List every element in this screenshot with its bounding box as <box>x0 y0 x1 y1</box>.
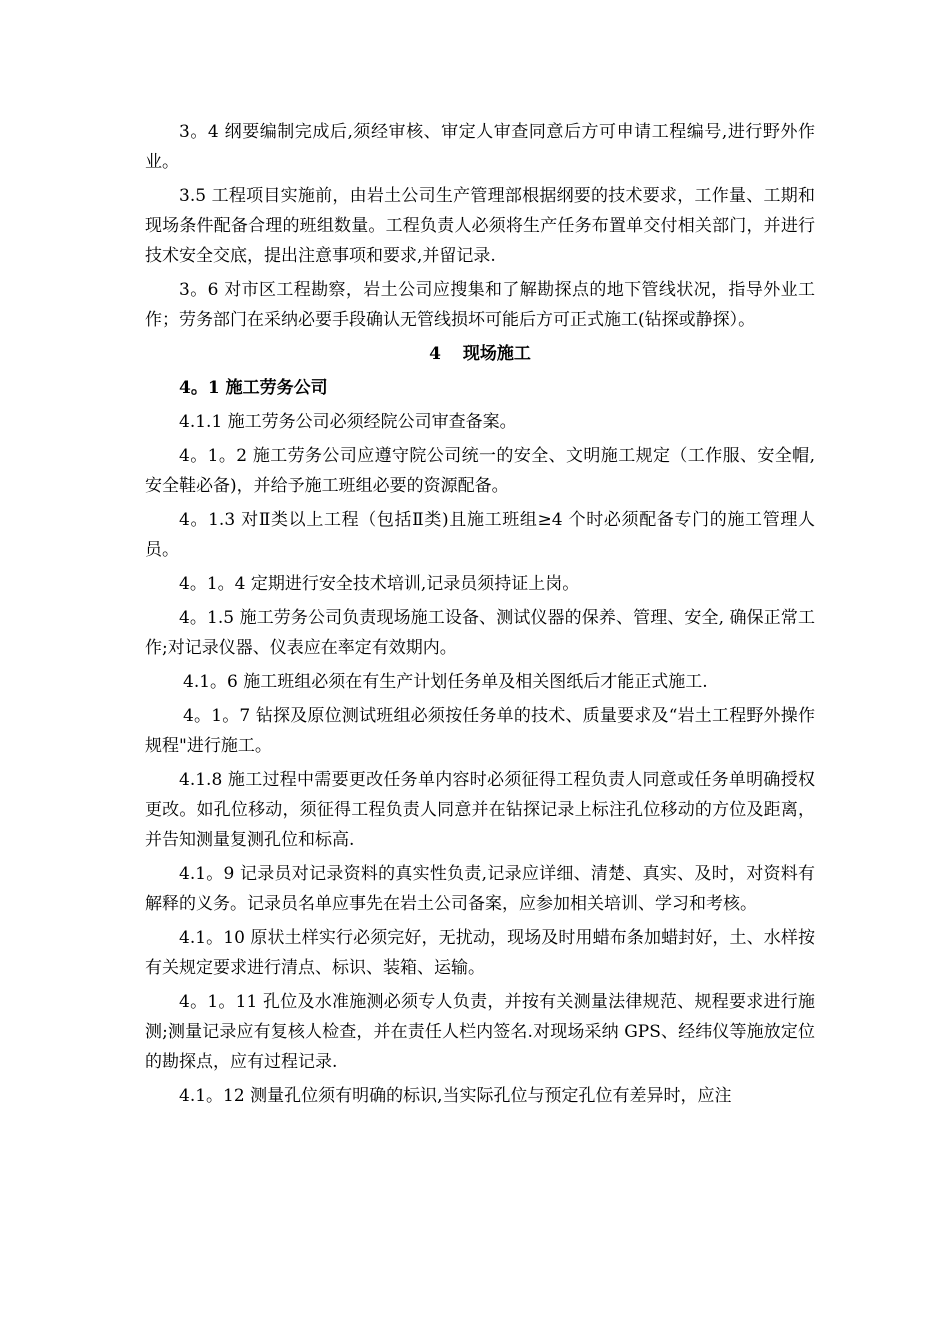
subsection-heading: 4。1 施工劳务公司 <box>179 378 328 398</box>
paragraph-4-1-1: 4.1.1 施工劳务公司必须经院公司审查备案。 <box>179 412 517 432</box>
paragraph-4-1-11: 4。1。11 孔位及水准施测必须专人负责，并按有关测量法律规范、规程要求进行施测;测量记录应有复核人检查，并在责任人栏内签名.对现场采纳 GPS、经纬仪等施放定位的勘探点，应有过程记录. <box>145 992 815 1072</box>
paragraph-4-1-2: 4。1。2 施工劳务公司应遵守院公司统一的安全、文明施工规定（工作服、安全帽,安全鞋必备)，并给予施工班组必要的资源配备。 <box>145 446 815 496</box>
section-number: 4 <box>429 344 441 364</box>
paragraph-4-1-9: 4.1。9 记录员对记录资料的真实性负责,记录应详细、清楚、真实、及时，对资料有解释的义务。记录员名单应事先在岩土公司备案，应参加相关培训、学习和考核。 <box>145 864 815 914</box>
document-body <box>145 117 815 1115</box>
paragraph-4-1-12: 4.1。12 测量孔位须有明确的标识,当实际孔位与预定孔位有差异时，应注 <box>179 1086 732 1106</box>
paragraph-4-1-5: 4。1.5 施工劳务公司负责现场施工设备、测试仪器的保养、管理、安全, 确保正常工作;对记录仪器、仪表应在率定有效期内。 <box>145 608 815 658</box>
paragraph-3-4: 3。4 纲要编制完成后,须经审核、审定人审查同意后方可申请工程编号,进行野外作业。 <box>145 122 815 172</box>
section-title: 现场施工 <box>462 344 531 364</box>
paragraph-3-5: 3.5 工程项目实施前，由岩土公司生产管理部根据纲要的技术要求，工作量、工期和现场条件配备合理的班组数量。工程负责人必须将生产任务布置单交付相关部门，并进行技术安全交底，提出注意事项和要求,并留记录. <box>145 186 815 266</box>
paragraph-4-1-7: 4。1。7 钻探及原位测试班组必须按任务单的技术、质量要求及“岩土工程野外操作规程"进行施工。 <box>145 706 815 756</box>
paragraph-4-1-4: 4。1。4 定期进行安全技术培训,记录员须持证上岗。 <box>179 574 580 594</box>
paragraph-3-6: 3。6 对市区工程勘察，岩土公司应搜集和了解勘探点的地下管线状况，指导外业工作；劳务部门在采纳必要手段确认无管线损坏可能后方可正式施工(钻探或静探）。 <box>145 280 815 330</box>
section-heading <box>145 339 815 369</box>
paragraph-4-1-10: 4.1。10 原状土样实行必须完好，无扰动，现场及时用蜡布条加蜡封好，土、水样按有关规定要求进行清点、标识、装箱、运输。 <box>145 928 815 978</box>
paragraph-4-1-8: 4.1.8 施工过程中需要更改任务单内容时必须征得工程负责人同意或任务单明确授权更改。如孔位移动，须征得工程负责人同意并在钻探记录上标注孔位移动的方位及距离，并告知测量复测孔位和标高. <box>145 770 815 850</box>
paragraph-4-1-3: 4。1.3 对Ⅱ类以上工程（包括Ⅱ类)且施工班组≥4 个时必须配备专门的施工管理人员。 <box>145 510 815 560</box>
paragraph-4-1-6: 4.1。6 施工班组必须在有生产计划任务单及相关图纸后才能正式施工. <box>183 672 708 692</box>
